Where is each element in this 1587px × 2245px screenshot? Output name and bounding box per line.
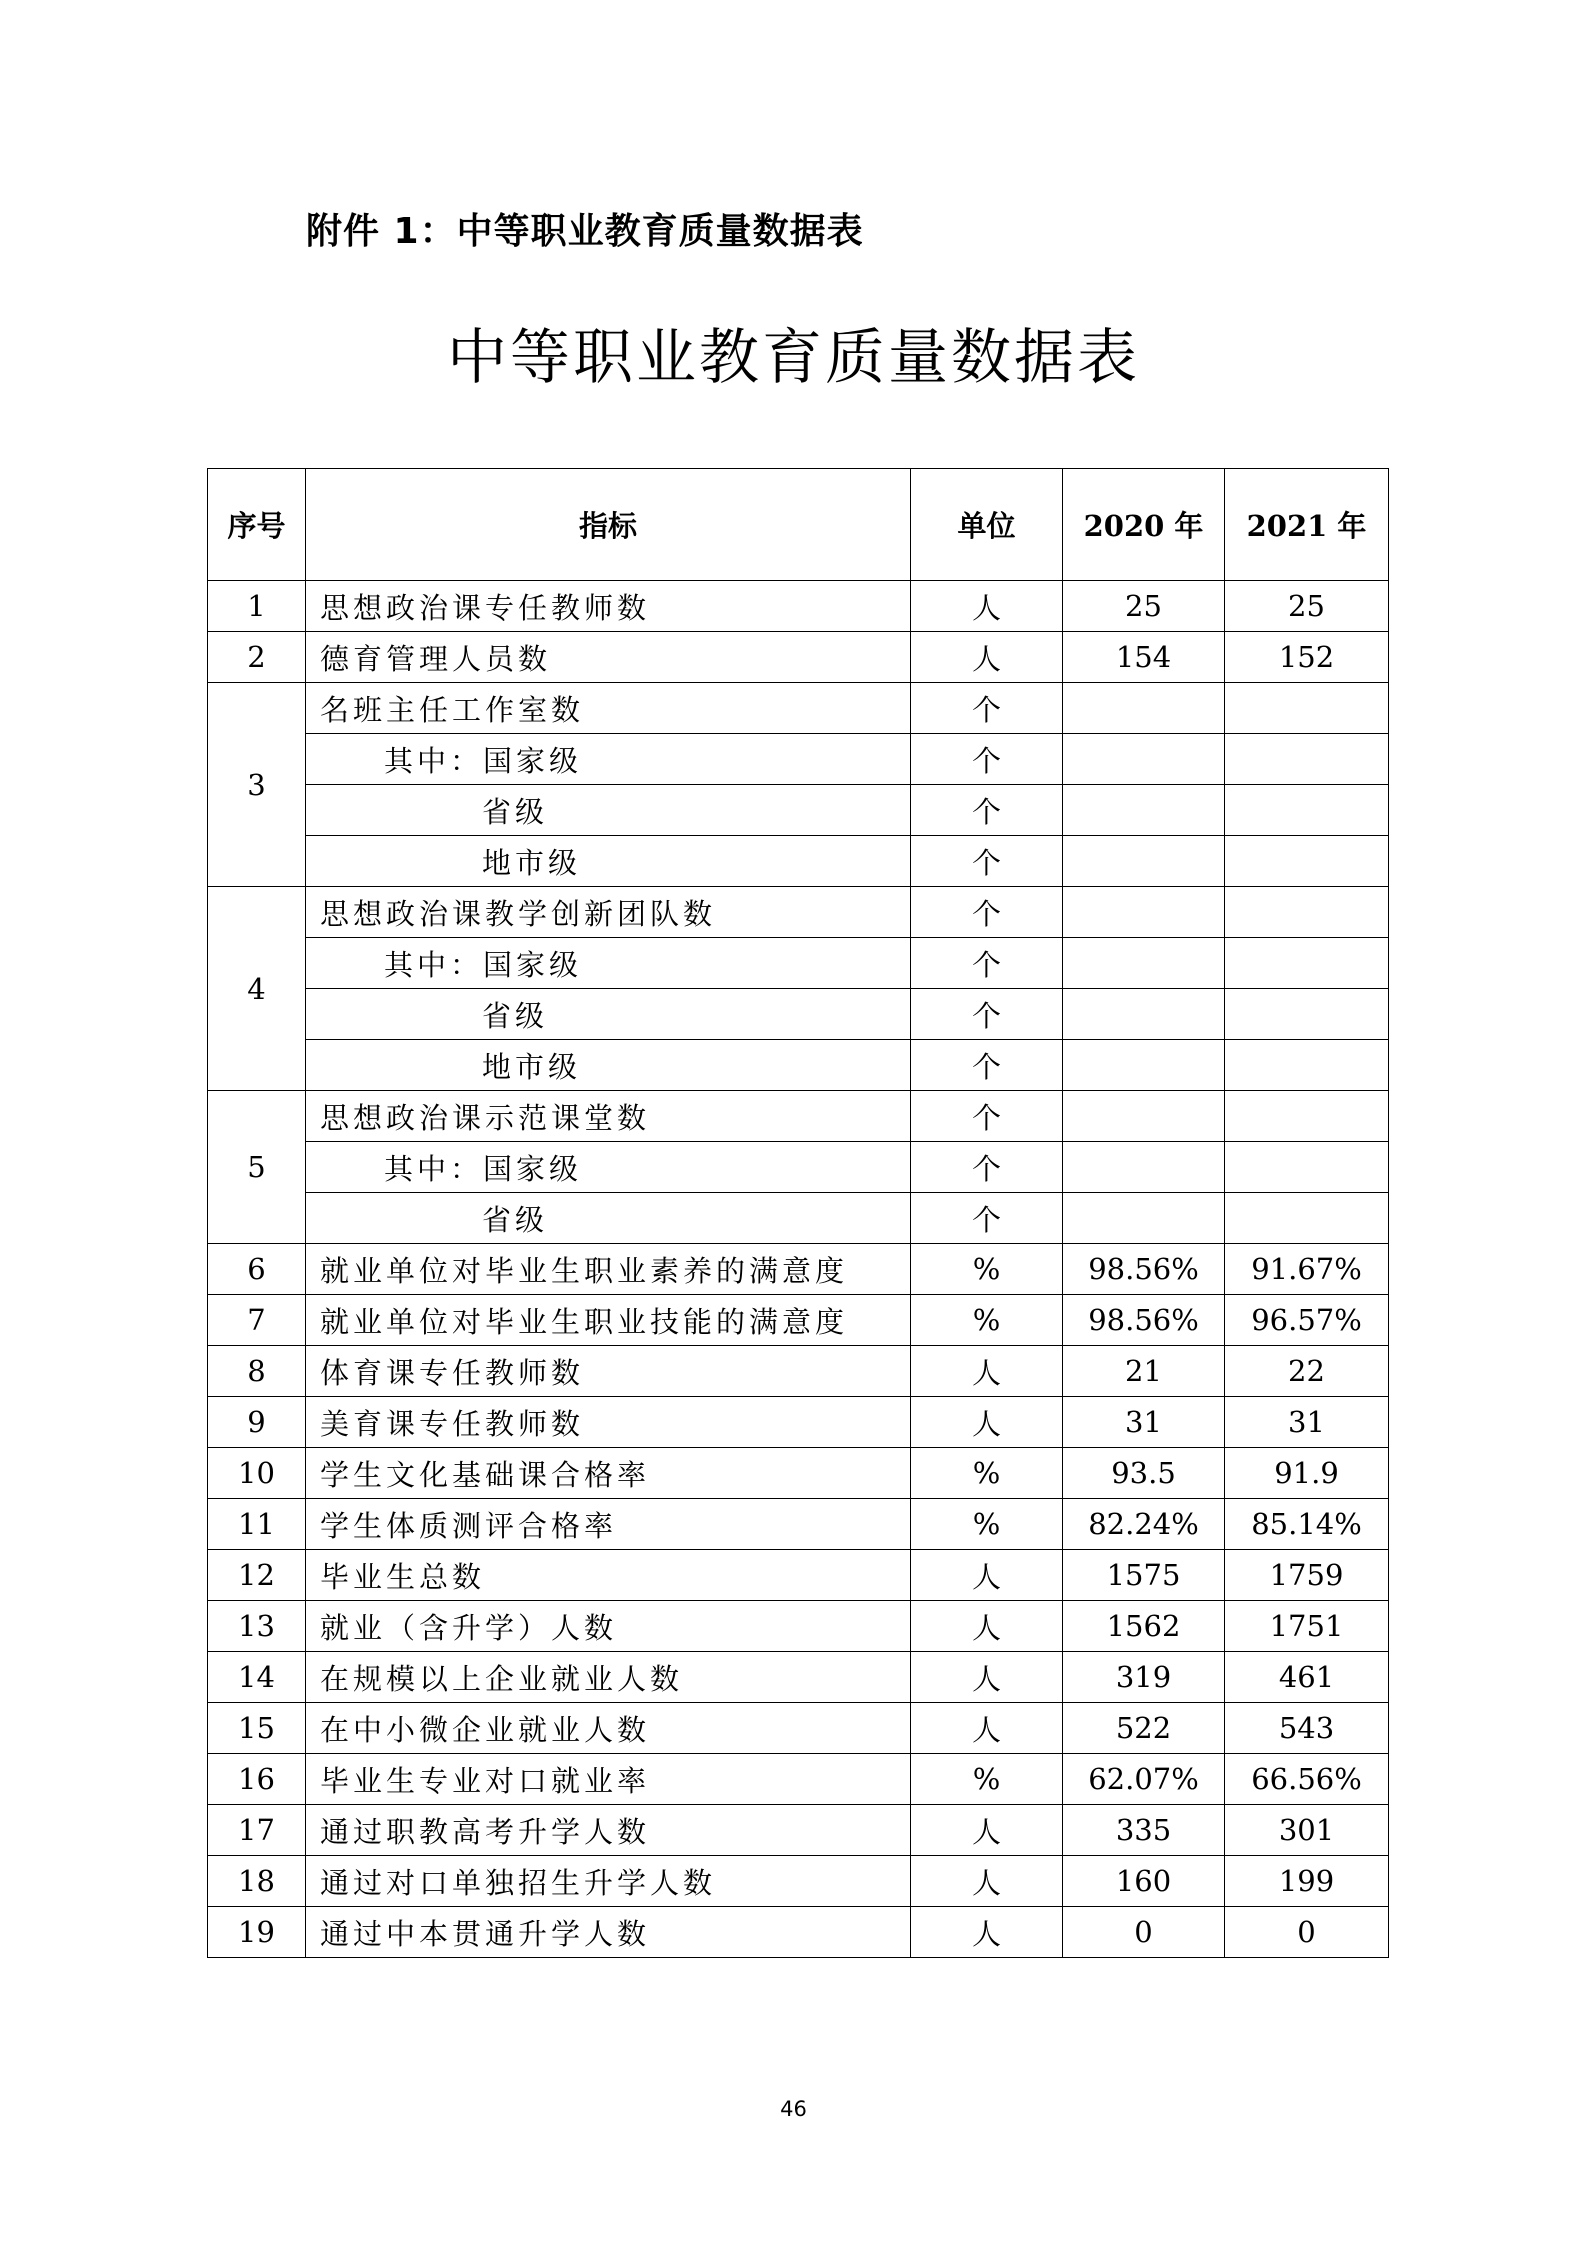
indicator-cell: 学生体质测评合格率	[306, 1499, 911, 1550]
value-2021-cell: 85.14%	[1225, 1499, 1389, 1550]
table-row	[208, 887, 1389, 938]
unit-cell: 人	[911, 1550, 1063, 1601]
table-row	[208, 1397, 1389, 1448]
unit-cell: %	[911, 1244, 1063, 1295]
table-row	[208, 1040, 1389, 1091]
row-number-cell: 4	[208, 887, 306, 1091]
table-row	[208, 1295, 1389, 1346]
table-row	[208, 683, 1389, 734]
value-2021-cell: 31	[1225, 1397, 1389, 1448]
table-header-row	[208, 469, 1389, 581]
value-2021-cell	[1225, 887, 1389, 938]
value-2020-cell	[1063, 938, 1225, 989]
row-number-cell: 19	[208, 1907, 306, 1958]
value-2021-cell: 0	[1225, 1907, 1389, 1958]
indicator-cell: 思想政治课教学创新团队数	[306, 887, 911, 938]
unit-cell: 个	[911, 938, 1063, 989]
row-number-cell: 3	[208, 683, 306, 887]
value-2020-cell: 522	[1063, 1703, 1225, 1754]
value-2020-cell: 31	[1063, 1397, 1225, 1448]
value-2021-cell	[1225, 938, 1389, 989]
indicator-cell: 在规模以上企业就业人数	[306, 1652, 911, 1703]
value-2021-cell: 91.9	[1225, 1448, 1389, 1499]
value-2020-cell: 82.24%	[1063, 1499, 1225, 1550]
unit-cell: 人	[911, 1346, 1063, 1397]
value-2021-cell	[1225, 836, 1389, 887]
table-row	[208, 989, 1389, 1040]
row-number-cell: 15	[208, 1703, 306, 1754]
unit-cell: 个	[911, 989, 1063, 1040]
row-number-cell: 6	[208, 1244, 306, 1295]
indicator-cell: 通过职教高考升学人数	[306, 1805, 911, 1856]
row-number-cell: 18	[208, 1856, 306, 1907]
indicator-cell: 省级	[306, 785, 911, 836]
unit-cell: 个	[911, 785, 1063, 836]
value-2020-cell: 62.07%	[1063, 1754, 1225, 1805]
value-2020-cell: 21	[1063, 1346, 1225, 1397]
table-row	[208, 581, 1389, 632]
table-row	[208, 1193, 1389, 1244]
value-2020-cell	[1063, 989, 1225, 1040]
value-2021-cell: 152	[1225, 632, 1389, 683]
row-number-cell: 2	[208, 632, 306, 683]
value-2021-cell	[1225, 785, 1389, 836]
indicator-cell: 其中：国家级	[306, 938, 911, 989]
value-2020-cell	[1063, 683, 1225, 734]
row-number-cell: 16	[208, 1754, 306, 1805]
unit-cell: 人	[911, 1805, 1063, 1856]
indicator-cell: 地市级	[306, 836, 911, 887]
row-number-cell: 12	[208, 1550, 306, 1601]
row-number-cell: 11	[208, 1499, 306, 1550]
table-row	[208, 1754, 1389, 1805]
value-2020-cell: 98.56%	[1063, 1295, 1225, 1346]
unit-cell: 人	[911, 581, 1063, 632]
table-row	[208, 1346, 1389, 1397]
unit-cell: 个	[911, 1040, 1063, 1091]
indicator-cell: 学生文化基础课合格率	[306, 1448, 911, 1499]
indicator-cell: 就业单位对毕业生职业技能的满意度	[306, 1295, 911, 1346]
value-2020-cell: 25	[1063, 581, 1225, 632]
value-2021-cell	[1225, 1142, 1389, 1193]
table-row	[208, 734, 1389, 785]
header-2021: 2021 年	[1225, 469, 1389, 581]
table-body	[208, 581, 1389, 1958]
indicator-cell: 德育管理人员数	[306, 632, 911, 683]
value-2021-cell: 22	[1225, 1346, 1389, 1397]
table-row	[208, 938, 1389, 989]
indicator-cell: 通过对口单独招生升学人数	[306, 1856, 911, 1907]
value-2021-cell	[1225, 683, 1389, 734]
value-2021-cell: 1759	[1225, 1550, 1389, 1601]
value-2021-cell	[1225, 1193, 1389, 1244]
value-2021-cell: 66.56%	[1225, 1754, 1389, 1805]
value-2020-cell	[1063, 1040, 1225, 1091]
unit-cell: 人	[911, 1601, 1063, 1652]
table-row	[208, 1703, 1389, 1754]
quality-data-table	[207, 468, 1389, 1958]
indicator-cell: 名班主任工作室数	[306, 683, 911, 734]
indicator-cell: 就业单位对毕业生职业素养的满意度	[306, 1244, 911, 1295]
value-2020-cell	[1063, 1193, 1225, 1244]
row-number-cell: 17	[208, 1805, 306, 1856]
value-2021-cell: 301	[1225, 1805, 1389, 1856]
unit-cell: 人	[911, 1907, 1063, 1958]
row-number-cell: 13	[208, 1601, 306, 1652]
indicator-cell: 毕业生专业对口就业率	[306, 1754, 911, 1805]
row-number-cell: 7	[208, 1295, 306, 1346]
table-row	[208, 1550, 1389, 1601]
indicator-cell: 其中：国家级	[306, 734, 911, 785]
row-number-cell: 1	[208, 581, 306, 632]
value-2020-cell	[1063, 785, 1225, 836]
value-2020-cell: 335	[1063, 1805, 1225, 1856]
unit-cell: 个	[911, 1091, 1063, 1142]
unit-cell: 人	[911, 1397, 1063, 1448]
unit-cell: 个	[911, 887, 1063, 938]
table-row	[208, 1448, 1389, 1499]
value-2020-cell	[1063, 887, 1225, 938]
table-row	[208, 1601, 1389, 1652]
value-2021-cell: 543	[1225, 1703, 1389, 1754]
value-2020-cell	[1063, 1091, 1225, 1142]
value-2021-cell	[1225, 734, 1389, 785]
value-2020-cell: 154	[1063, 632, 1225, 683]
indicator-cell: 其中：国家级	[306, 1142, 911, 1193]
table-row	[208, 1652, 1389, 1703]
value-2020-cell: 1562	[1063, 1601, 1225, 1652]
indicator-cell: 在中小微企业就业人数	[306, 1703, 911, 1754]
indicator-cell: 地市级	[306, 1040, 911, 1091]
unit-cell: 个	[911, 683, 1063, 734]
value-2020-cell: 98.56%	[1063, 1244, 1225, 1295]
page-number: 46	[780, 2097, 807, 2121]
row-number-cell: 10	[208, 1448, 306, 1499]
table-row	[208, 1856, 1389, 1907]
value-2020-cell: 0	[1063, 1907, 1225, 1958]
value-2020-cell	[1063, 836, 1225, 887]
value-2021-cell: 199	[1225, 1856, 1389, 1907]
indicator-cell: 毕业生总数	[306, 1550, 911, 1601]
value-2021-cell	[1225, 989, 1389, 1040]
unit-cell: 人	[911, 1856, 1063, 1907]
value-2020-cell: 93.5	[1063, 1448, 1225, 1499]
table-row	[208, 836, 1389, 887]
unit-cell: %	[911, 1295, 1063, 1346]
unit-cell: %	[911, 1754, 1063, 1805]
row-number-cell: 5	[208, 1091, 306, 1244]
table-row	[208, 1091, 1389, 1142]
value-2021-cell	[1225, 1040, 1389, 1091]
indicator-cell: 省级	[306, 989, 911, 1040]
header-indicator: 指标	[306, 469, 911, 581]
header-no: 序号	[208, 469, 306, 581]
value-2021-cell: 96.57%	[1225, 1295, 1389, 1346]
value-2020-cell	[1063, 734, 1225, 785]
indicator-cell: 思想政治课专任教师数	[306, 581, 911, 632]
header-2020: 2020 年	[1063, 469, 1225, 581]
value-2021-cell: 25	[1225, 581, 1389, 632]
unit-cell: 个	[911, 1193, 1063, 1244]
unit-cell: 个	[911, 734, 1063, 785]
unit-cell: 个	[911, 1142, 1063, 1193]
value-2020-cell: 1575	[1063, 1550, 1225, 1601]
unit-cell: 个	[911, 836, 1063, 887]
table-row	[208, 1244, 1389, 1295]
table-row	[208, 785, 1389, 836]
value-2020-cell	[1063, 1142, 1225, 1193]
indicator-cell: 体育课专任教师数	[306, 1346, 911, 1397]
annex-title: 附件 1：中等职业教育质量数据表	[306, 211, 864, 252]
row-number-cell: 9	[208, 1397, 306, 1448]
value-2021-cell: 1751	[1225, 1601, 1389, 1652]
row-number-cell: 14	[208, 1652, 306, 1703]
value-2021-cell: 91.67%	[1225, 1244, 1389, 1295]
unit-cell: %	[911, 1448, 1063, 1499]
unit-cell: 人	[911, 1652, 1063, 1703]
table-row	[208, 1499, 1389, 1550]
page-title: 中等职业教育质量数据表	[447, 323, 1140, 393]
value-2020-cell: 319	[1063, 1652, 1225, 1703]
indicator-cell: 思想政治课示范课堂数	[306, 1091, 911, 1142]
table-row	[208, 1805, 1389, 1856]
value-2020-cell: 160	[1063, 1856, 1225, 1907]
indicator-cell: 就业（含升学）人数	[306, 1601, 911, 1652]
table-row	[208, 632, 1389, 683]
unit-cell: 人	[911, 1703, 1063, 1754]
header-unit: 单位	[911, 469, 1063, 581]
unit-cell: %	[911, 1499, 1063, 1550]
indicator-cell: 省级	[306, 1193, 911, 1244]
table-row	[208, 1142, 1389, 1193]
row-number-cell: 8	[208, 1346, 306, 1397]
unit-cell: 人	[911, 632, 1063, 683]
indicator-cell: 通过中本贯通升学人数	[306, 1907, 911, 1958]
table-row	[208, 1907, 1389, 1958]
value-2021-cell	[1225, 1091, 1389, 1142]
indicator-cell: 美育课专任教师数	[306, 1397, 911, 1448]
value-2021-cell: 461	[1225, 1652, 1389, 1703]
